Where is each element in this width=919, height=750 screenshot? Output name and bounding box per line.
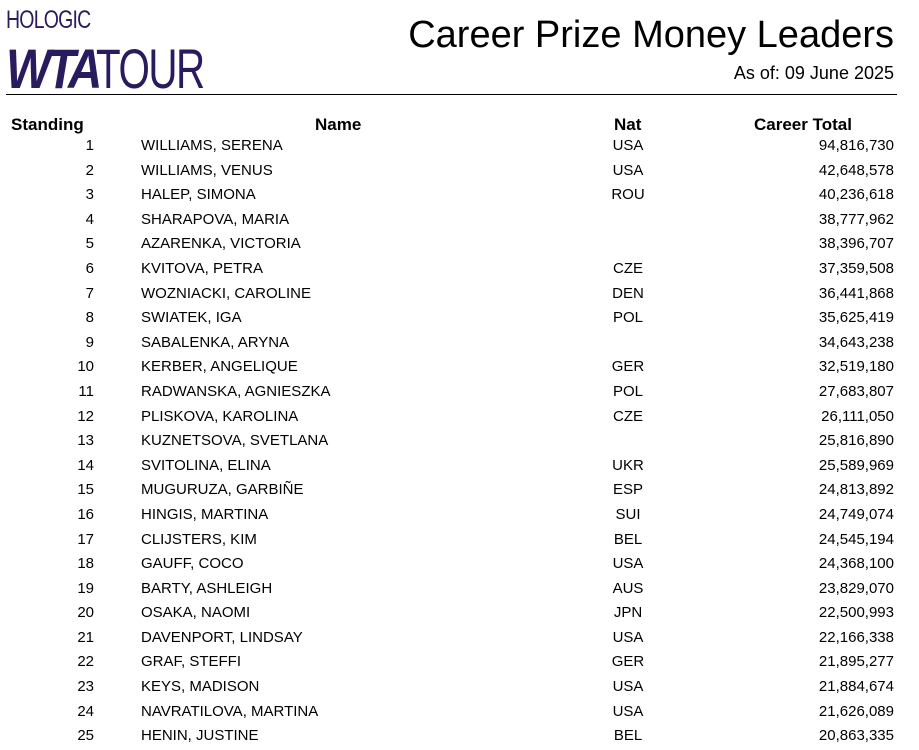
career-total-cell: 20,863,335 [818, 727, 894, 745]
nat-cell: USA [612, 628, 644, 646]
name-cell: SHARAPOVA, MARIA [141, 210, 290, 228]
career-total-cell: 32,519,180 [818, 358, 894, 376]
nat-cell: USA [612, 678, 644, 696]
name-cell: CLIJSTERS, KIM [141, 530, 257, 548]
name-cell: WOZNIACKI, CAROLINE [141, 284, 312, 302]
standing-cell: 19 [77, 579, 94, 597]
career-total-cell: 22,166,338 [818, 628, 894, 646]
column-header-career-total: Career Total [754, 115, 852, 134]
standing-cell: 6 [85, 259, 94, 277]
standing-cell: 12 [77, 407, 94, 425]
nat-cell: POL [612, 382, 643, 400]
nat-cell: USA [612, 137, 644, 154]
column-header-standing: Standing [11, 115, 84, 134]
standing-cell: 21 [77, 628, 94, 646]
table-row [0, 454, 919, 479]
standing-cell: 24 [77, 702, 94, 720]
career-total-cell: 24,545,194 [818, 530, 894, 548]
nat-cell: GER [611, 653, 645, 671]
career-total-cell: 25,589,969 [818, 456, 894, 474]
standing-cell: 25 [77, 727, 94, 745]
table-row [0, 208, 919, 233]
name-cell: NAVRATILOVA, MARTINA [141, 702, 319, 720]
name-cell: HINGIS, MARTINA [141, 505, 269, 523]
name-cell: KUZNETSOVA, SVETLANA [141, 432, 329, 450]
nat-cell: JPN [613, 604, 643, 622]
nat-cell: GER [611, 358, 645, 376]
name-cell: AZARENKA, VICTORIA [141, 235, 301, 253]
career-total-cell: 40,236,618 [818, 186, 894, 204]
nat-cell: UKR [612, 456, 644, 474]
career-total-cell: 25,816,890 [818, 432, 894, 450]
logo-sponsor-text: HOLOGIC [6, 6, 91, 34]
nat-cell: POL [612, 309, 643, 327]
standing-cell: 8 [85, 309, 94, 327]
career-total-cell: 24,368,100 [818, 555, 894, 573]
leaders-table [0, 134, 919, 749]
name-cell: KVITOVA, PETRA [141, 259, 263, 277]
name-cell: WILLIAMS, VENUS [141, 161, 273, 179]
table-row [0, 282, 919, 307]
table-row [0, 601, 919, 626]
name-cell: OSAKA, NAOMI [141, 604, 251, 622]
name-cell: HENIN, JUSTINE [141, 727, 259, 745]
standing-cell: 9 [85, 333, 94, 351]
standing-cell: 15 [77, 481, 94, 499]
name-cell: SVITOLINA, ELINA [141, 456, 271, 474]
standing-cell: 7 [85, 284, 94, 302]
table-row [0, 552, 919, 577]
nat-cell: USA [612, 161, 644, 179]
name-cell: SABALENKA, ARYNA [141, 333, 290, 351]
name-cell: KEYS, MADISON [141, 678, 260, 696]
table-row [0, 626, 919, 651]
table-row [0, 503, 919, 528]
table-row [0, 528, 919, 553]
nat-cell: ROU [611, 186, 645, 204]
standing-cell: 16 [77, 505, 94, 523]
career-total-cell: 26,111,050 [821, 407, 894, 425]
career-total-cell: 23,829,070 [818, 579, 894, 597]
standing-cell: 18 [77, 555, 94, 573]
standing-cell: 3 [85, 186, 94, 204]
table-row [0, 257, 919, 282]
name-cell: HALEP, SIMONA [141, 186, 256, 204]
report-date: As of: 09 June 2025 [733, 63, 894, 83]
name-cell: DAVENPORT, LINDSAY [141, 628, 303, 646]
header-divider [6, 94, 897, 95]
standing-cell: 1 [85, 137, 94, 154]
nat-cell: CZE [613, 259, 643, 277]
standing-cell: 10 [77, 358, 94, 376]
nat-cell: DEN [612, 284, 644, 302]
career-total-cell: 36,441,868 [818, 284, 894, 302]
name-cell: SWIATEK, IGA [141, 309, 242, 327]
column-header-name: Name [315, 115, 362, 134]
name-cell: RADWANSKA, AGNIESZKA [141, 382, 331, 400]
career-total-cell: 21,884,674 [818, 678, 894, 696]
career-total-cell: 24,813,892 [818, 481, 894, 499]
career-total-cell: 21,626,089 [818, 702, 894, 720]
table-row [0, 405, 919, 430]
standing-cell: 17 [77, 530, 94, 548]
standing-cell: 11 [78, 382, 94, 400]
table-row [0, 478, 919, 503]
career-total-cell: 21,895,277 [818, 653, 894, 671]
logo-wta-text: WTA [6, 37, 99, 100]
table-row [0, 183, 919, 208]
nat-cell: SUI [615, 505, 641, 523]
name-cell: WILLIAMS, SERENA [141, 137, 283, 154]
table-row [0, 675, 919, 700]
career-total-cell: 38,396,707 [818, 235, 894, 253]
table-row [0, 577, 919, 602]
column-header-nat: Nat [614, 115, 642, 134]
career-total-cell: 24,749,074 [818, 505, 894, 523]
nat-cell: ESP [612, 481, 643, 499]
table-row [0, 724, 919, 749]
nat-cell: USA [612, 702, 644, 720]
career-total-cell: 22,500,993 [818, 604, 894, 622]
table-row [0, 355, 919, 380]
standing-cell: 13 [77, 432, 94, 450]
name-cell: GRAF, STEFFI [141, 653, 242, 671]
career-total-cell: 37,359,508 [818, 259, 894, 277]
standing-cell: 5 [85, 235, 94, 253]
standing-cell: 20 [77, 604, 94, 622]
career-total-cell: 38,777,962 [818, 210, 894, 228]
career-total-cell: 34,643,238 [818, 333, 894, 351]
table-row [0, 380, 919, 405]
name-cell: KERBER, ANGELIQUE [141, 358, 298, 376]
name-cell: MUGURUZA, GARBIÑE [141, 481, 304, 499]
standing-cell: 2 [85, 161, 94, 179]
logo-tour-text: TOUR [96, 37, 204, 100]
nat-cell: AUS [612, 579, 644, 597]
standing-cell: 23 [77, 678, 94, 696]
report-title: Career Prize Money Leaders [408, 14, 894, 56]
table-row [0, 429, 919, 454]
standing-cell: 14 [77, 456, 94, 474]
table-row [0, 232, 919, 257]
nat-cell: USA [612, 555, 644, 573]
table-row [0, 331, 919, 356]
career-total-cell: 27,683,807 [818, 382, 894, 400]
name-cell: BARTY, ASHLEIGH [141, 579, 273, 597]
name-cell: GAUFF, COCO [141, 555, 244, 573]
standing-cell: 22 [77, 653, 94, 671]
standing-cell: 4 [85, 210, 94, 228]
nat-cell: BEL [613, 727, 643, 745]
nat-cell: CZE [613, 407, 643, 425]
table-row [0, 306, 919, 331]
name-cell: PLISKOVA, KAROLINA [141, 407, 299, 425]
wta-logo [6, 6, 204, 100]
table-row [0, 159, 919, 184]
nat-cell: BEL [613, 530, 643, 548]
career-total-cell: 35,625,419 [818, 309, 894, 327]
table-row [0, 650, 919, 675]
table-row [0, 700, 919, 725]
career-total-cell: 94,816,730 [818, 137, 894, 154]
career-total-cell: 42,648,578 [818, 161, 894, 179]
table-row [0, 134, 919, 159]
